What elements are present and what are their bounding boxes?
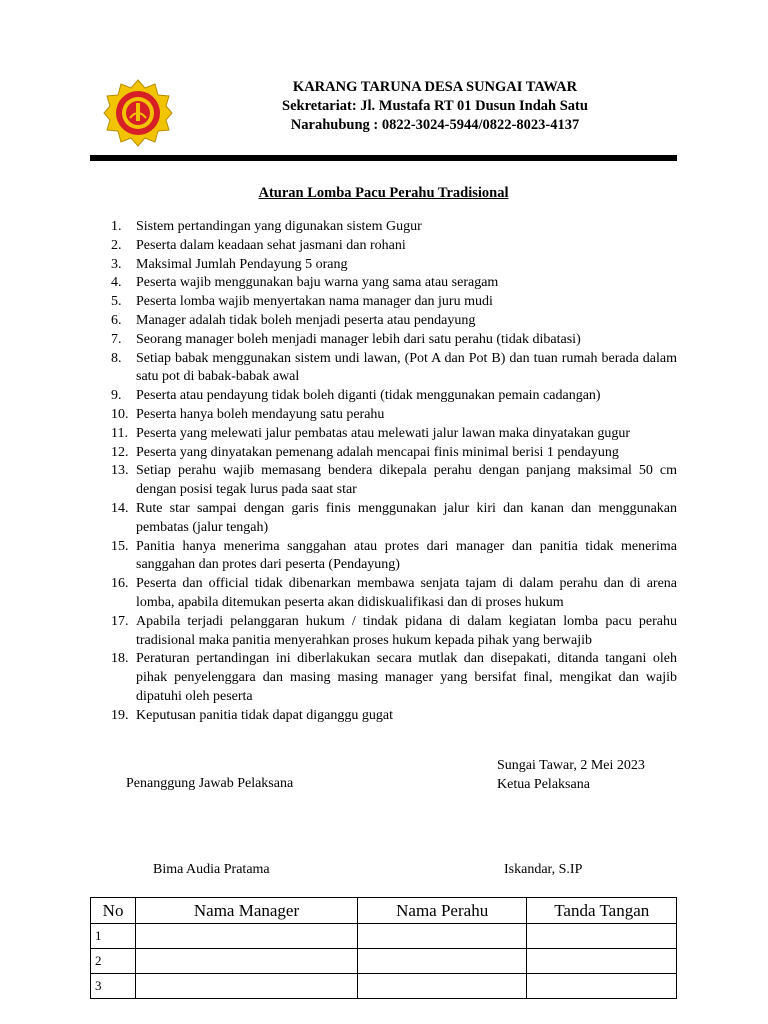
rule-text: Peraturan pertandingan ini diberlakukan secara mutlak dan disepakati, ditanda tangani oleh pihak penyelenggara dan masing masing manager yang bersifat final, mengikat dan wajib dipatuhi oleh peserta: [136, 651, 677, 704]
rule-number: 15.: [111, 538, 129, 554]
rule-text: Setiap babak menggunakan sistem undi lawan, (Pot A dan Pot B) dan tuan rumah berada dalam satu pot di babak-babak awal: [136, 350, 677, 385]
rule-item: [111, 293, 677, 312]
rule-item: [111, 538, 677, 576]
signature-cell: [527, 974, 677, 999]
rule-item: [111, 406, 677, 425]
rule-text: Manager adalah tidak boleh menjadi peserta atau pendayung: [136, 312, 476, 328]
rule-text: Peserta atau pendayung tidak boleh diganti (tidak menggunakan pemain cadangan): [136, 388, 601, 404]
row-number: 2: [91, 949, 136, 974]
boat-cell: [357, 974, 527, 999]
rule-text: Apabila terjadi pelanggaran hukum / tindak pidana di dalam kegiatan lomba pacu perahu tradisional maka panitia menyerahkan proses hukum kepada pihak yang berwajib: [136, 613, 677, 648]
rule-item: [111, 613, 677, 651]
rule-item: [111, 312, 677, 331]
rule-number: 17.: [111, 613, 129, 629]
signature-right-name: Iskandar, S.IP: [504, 862, 583, 877]
rule-text: Panitia hanya menerima sanggahan atau protes dari manager dan panitia tidak menerima sanggahan dan protes dari peserta (Pendayung): [136, 538, 677, 573]
rule-number: 9.: [111, 388, 122, 404]
signature-right-role: Ketua Pelaksana: [497, 777, 590, 792]
rule-item: [111, 387, 677, 406]
rule-number: 7.: [111, 331, 122, 347]
row-number: 1: [91, 924, 136, 949]
rule-number: 2.: [111, 237, 122, 253]
rule-text: Peserta dalam keadaan sehat jasmani dan rohani: [136, 237, 406, 253]
row-number: 3: [91, 974, 136, 999]
rule-text: Peserta yang melewati jalur pembatas atau melewati jalur lawan maka dinyatakan gugur: [136, 425, 631, 441]
header-tanda-tangan: Tanda Tangan: [527, 898, 677, 924]
org-name: KARANG TARUNA DESA SUNGAI TAWAR: [292, 79, 578, 95]
rule-item: [111, 425, 677, 444]
rule-text: Maksimal Jumlah Pendayung 5 orang: [136, 256, 348, 272]
rule-number: 3.: [111, 256, 122, 272]
header-nama-perahu: Nama Perahu: [357, 898, 527, 924]
signature-right-block: [497, 756, 645, 794]
org-contact: Narahubung : 0822-3024-5944/0822-8023-4137: [290, 117, 580, 133]
rule-number: 5.: [111, 294, 122, 310]
rule-text: Peserta wajib menggunakan baju warna yang sama atau seragam: [136, 275, 499, 291]
rule-item: [111, 237, 677, 256]
rule-number: 10.: [111, 406, 129, 422]
rule-number: 6.: [111, 312, 122, 328]
rule-item: [111, 256, 677, 275]
manager-cell: [136, 924, 358, 949]
rule-text: Setiap perahu wajib memasang bendera dikepala perahu dengan panjang maksimal 50 cm dengan posisi tegak lurus pada saat star: [136, 463, 677, 498]
rules-list: [111, 218, 677, 726]
rule-item: [111, 350, 677, 388]
org-address: Sekretariat: Jl. Mustafa RT 01 Dusun Indah Satu: [282, 98, 588, 114]
rule-number: 11.: [111, 425, 128, 441]
signature-left-name: Bima Audia Pratama: [153, 862, 270, 877]
letterhead: [200, 78, 670, 135]
table-row: [91, 924, 677, 949]
rule-item: [111, 331, 677, 350]
rule-text: Peserta lomba wajib menyertakan nama manager dan juru mudi: [136, 294, 493, 310]
document-title: Aturan Lomba Pacu Perahu Tradisional: [258, 185, 509, 201]
signature-cell: [527, 949, 677, 974]
signature-left-role: Penanggung Jawab Pelaksana: [126, 776, 294, 791]
rule-number: 14.: [111, 500, 129, 516]
rule-text: Seorang manager boleh menjadi manager lebih dari satu perahu (tidak dibatasi): [136, 331, 581, 347]
header-no: No: [91, 898, 136, 924]
manager-cell: [136, 949, 358, 974]
karang-taruna-emblem-icon: [103, 78, 173, 148]
boat-cell: [357, 924, 527, 949]
rule-number: 1.: [111, 219, 122, 234]
rule-item: [111, 575, 677, 613]
header-nama-manager: Nama Manager: [136, 898, 358, 924]
rule-text: Keputusan panitia tidak dapat diganggu gugat: [136, 707, 393, 723]
boat-cell: [357, 949, 527, 974]
rule-text: Rute star sampai dengan garis finis menggunakan jalur kiri dan kanan dan menggunakan pembatas (jalur tengah): [136, 500, 677, 535]
rule-item: [111, 650, 677, 706]
rule-item: [111, 500, 677, 538]
rule-number: 18.: [111, 651, 129, 667]
rule-text: Peserta hanya boleh mendayung satu perahu: [136, 406, 385, 422]
rule-item: [111, 462, 677, 500]
rule-number: 13.: [111, 463, 129, 479]
rule-text: Sistem pertandingan yang digunakan sistem Gugur: [136, 219, 422, 234]
table-row: [91, 974, 677, 999]
rule-number: 16.: [111, 576, 129, 592]
rule-item: [111, 274, 677, 293]
rule-item: [111, 218, 677, 237]
table-row: [91, 949, 677, 974]
rule-number: 12.: [111, 444, 129, 460]
rule-number: 8.: [111, 350, 122, 366]
rule-number: 4.: [111, 275, 122, 291]
signature-cell: [527, 924, 677, 949]
header-divider: [90, 155, 677, 161]
rule-item: [111, 707, 677, 726]
table-header-row: [91, 898, 677, 924]
rule-number: 19.: [111, 707, 129, 723]
place-date: Sungai Tawar, 2 Mei 2023: [497, 758, 645, 773]
rule-text: Peserta dan official tidak dibenarkan membawa senjata tajam di dalam perahu dan di arena lomba, apabila ditemukan peserta akan didiskualifikasi dan di proses hukum: [136, 576, 677, 610]
rule-item: [111, 444, 677, 463]
manager-table: [90, 897, 677, 999]
manager-cell: [136, 974, 358, 999]
rule-text: Peserta yang dinyatakan pemenang adalah mencapai finis minimal berisi 1 pendayung: [136, 444, 619, 460]
